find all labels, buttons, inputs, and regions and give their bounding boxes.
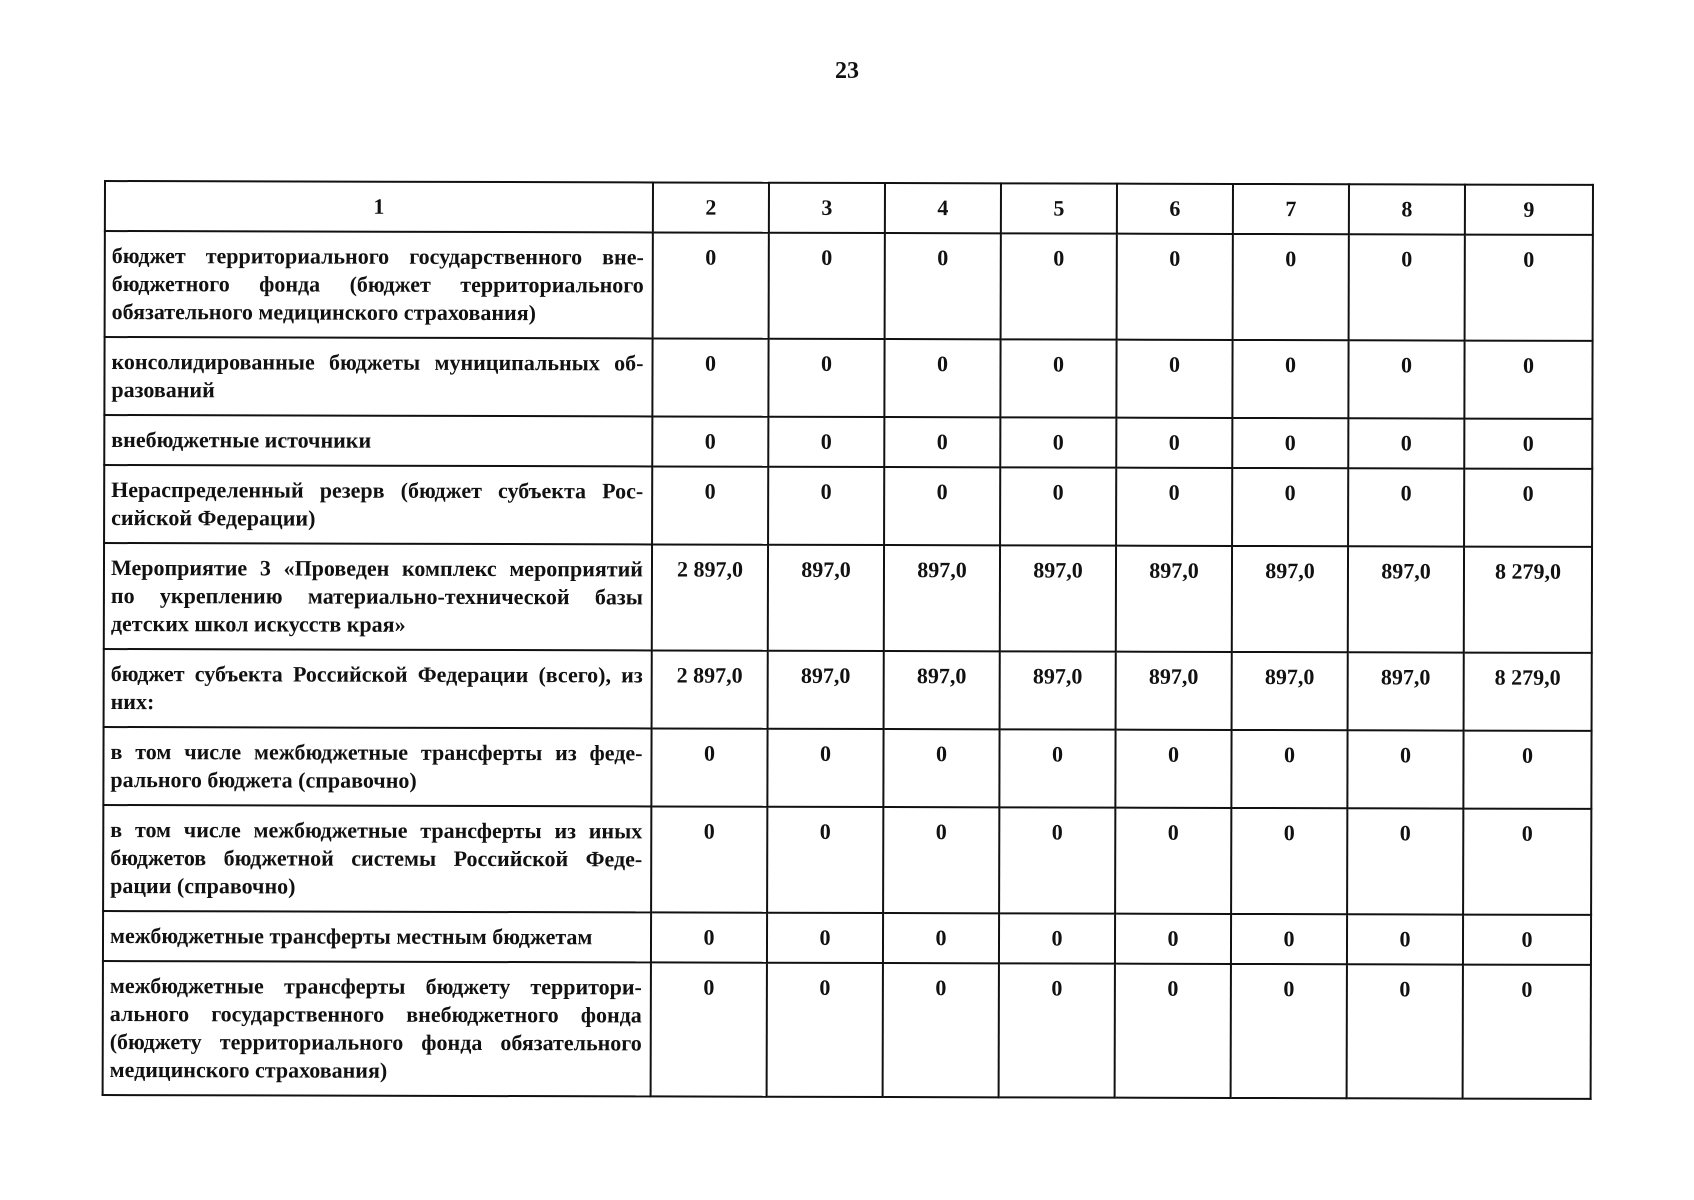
table-cell: 0 <box>653 232 769 338</box>
table-cell: 0 <box>767 807 883 913</box>
table-cell: 897,0 <box>768 545 884 651</box>
row-label: межбюджетные трансферты бюджету территори-ального государственного внебюджетного фонда (бюджету территориального фонда обязательного медицинского страхования) <box>103 961 651 1096</box>
table-cell: 0 <box>1464 341 1592 419</box>
table-cell: 0 <box>652 338 768 416</box>
table-cell: 0 <box>1117 234 1233 340</box>
table-cell: 0 <box>1115 964 1231 1098</box>
column-header: 5 <box>1001 183 1117 233</box>
row-label: бюджет субъекта Российской Федерации (всего), из них: <box>104 649 652 728</box>
table-cell: 0 <box>768 417 884 467</box>
row-label: бюджет территориального государственного вне-бюджетного фонда (бюджет территориального обязательного медицинского страхования) <box>105 231 653 338</box>
table-cell: 2 897,0 <box>652 650 768 728</box>
table-cell: 0 <box>884 467 1000 545</box>
table-cell: 0 <box>999 807 1115 913</box>
column-header: 2 <box>653 182 769 232</box>
table-cell: 0 <box>1463 809 1591 915</box>
table-cell: 0 <box>884 339 1000 417</box>
table-cell: 0 <box>883 807 999 913</box>
table-cell: 0 <box>1115 730 1231 808</box>
table-cell: 0 <box>1231 914 1347 964</box>
column-header: 9 <box>1465 185 1593 235</box>
table-cell: 0 <box>1233 234 1349 340</box>
table-cell: 897,0 <box>1000 651 1116 729</box>
table-cell: 0 <box>1232 418 1348 468</box>
table-cell: 897,0 <box>768 651 884 729</box>
table-cell: 0 <box>1464 469 1592 547</box>
table-cell: 0 <box>1115 808 1231 914</box>
row-label: Нераспределенный резерв (бюджет субъекта Рос-сийской Федерации) <box>104 465 652 544</box>
table-cell: 0 <box>999 913 1115 963</box>
table-cell: 897,0 <box>1348 546 1464 652</box>
table-cell: 0 <box>1000 417 1116 467</box>
table-cell: 897,0 <box>884 545 1000 651</box>
table-cell: 0 <box>1116 340 1232 418</box>
table-cell: 0 <box>1347 964 1463 1098</box>
table-cell: 897,0 <box>884 651 1000 729</box>
table-cell: 0 <box>999 963 1115 1097</box>
column-header: 4 <box>885 183 1001 233</box>
table-cell: 0 <box>769 233 885 339</box>
table-row <box>103 727 1591 809</box>
table-cell: 0 <box>1463 915 1591 965</box>
table-cell: 0 <box>1231 964 1347 1098</box>
table-cell: 0 <box>1349 234 1465 340</box>
table-row <box>104 415 1592 469</box>
table-cell: 0 <box>767 729 883 807</box>
column-header: 1 <box>105 181 653 232</box>
table-row <box>104 465 1592 547</box>
table-cell: 0 <box>884 417 1000 467</box>
table-cell: 0 <box>883 913 999 963</box>
row-label: Мероприятие 3 «Проведен комплекс мероприятий по укреплению материально-технической базы детских школ искусств края» <box>104 543 652 650</box>
row-label: консолидированные бюджеты муниципальных об-разований <box>104 337 652 416</box>
table-cell: 8 279,0 <box>1464 653 1592 731</box>
table-cell: 897,0 <box>1232 546 1348 652</box>
table-cell: 0 <box>651 912 767 962</box>
table-row <box>104 337 1592 419</box>
table-cell: 0 <box>885 233 1001 339</box>
table-cell: 0 <box>1231 808 1347 914</box>
table-cell: 0 <box>1347 808 1463 914</box>
table-cell: 0 <box>883 729 999 807</box>
table-cell: 0 <box>1348 340 1464 418</box>
table-cell: 0 <box>1116 468 1232 546</box>
row-label: в том числе межбюджетные трансферты из феде-рального бюджета (справочно) <box>103 727 651 806</box>
table-row <box>103 961 1591 1099</box>
table-cell: 8 279,0 <box>1464 547 1592 653</box>
table-cell: 0 <box>1347 914 1463 964</box>
table-cell: 0 <box>883 963 999 1097</box>
table-cell: 897,0 <box>1116 652 1232 730</box>
column-header: 3 <box>769 183 885 233</box>
table-cell: 0 <box>651 806 767 912</box>
column-header: 7 <box>1233 184 1349 234</box>
table-cell: 0 <box>1463 731 1591 809</box>
row-label: в том числе межбюджетные трансферты из иных бюджетов бюджетной системы Российской Феде-рации (справочно) <box>103 805 651 912</box>
table-cell: 0 <box>1115 914 1231 964</box>
table-cell: 0 <box>1116 418 1232 468</box>
table-cell: 0 <box>767 913 883 963</box>
table-cell: 0 <box>652 466 768 544</box>
table-cell: 2 897,0 <box>652 544 768 650</box>
column-header: 8 <box>1349 184 1465 234</box>
table-row <box>105 231 1593 341</box>
budget-table <box>102 180 1594 1100</box>
page-number: 23 <box>835 58 859 84</box>
column-number-row <box>105 181 1593 235</box>
table-cell: 897,0 <box>1348 652 1464 730</box>
table-cell: 0 <box>1465 235 1593 341</box>
table-cell: 0 <box>1232 468 1348 546</box>
row-label: межбюджетные трансферты местным бюджетам <box>103 911 651 962</box>
table-cell: 0 <box>1348 468 1464 546</box>
table-row <box>104 543 1592 653</box>
table-cell: 0 <box>651 728 767 806</box>
table-cell: 0 <box>1232 340 1348 418</box>
table-cell: 0 <box>1464 419 1592 469</box>
table-cell: 0 <box>768 467 884 545</box>
table-row <box>104 649 1592 731</box>
row-label: внебюджетные источники <box>104 415 652 466</box>
table-cell: 0 <box>1001 233 1117 339</box>
table-row <box>103 911 1591 965</box>
table-cell: 0 <box>768 339 884 417</box>
table-cell: 0 <box>1000 467 1116 545</box>
table-cell: 0 <box>1231 730 1347 808</box>
table-row <box>103 805 1591 915</box>
table-cell: 897,0 <box>1000 545 1116 651</box>
table-cell: 0 <box>1347 730 1463 808</box>
table-cell: 0 <box>1348 418 1464 468</box>
table-cell: 0 <box>999 729 1115 807</box>
table-cell: 897,0 <box>1232 652 1348 730</box>
table-cell: 0 <box>1463 965 1591 1099</box>
table-cell: 897,0 <box>1116 546 1232 652</box>
table-cell: 0 <box>1000 339 1116 417</box>
table-cell: 0 <box>652 416 768 466</box>
table-cell: 0 <box>767 963 883 1097</box>
column-header: 6 <box>1117 184 1233 234</box>
table-cell: 0 <box>651 962 767 1096</box>
